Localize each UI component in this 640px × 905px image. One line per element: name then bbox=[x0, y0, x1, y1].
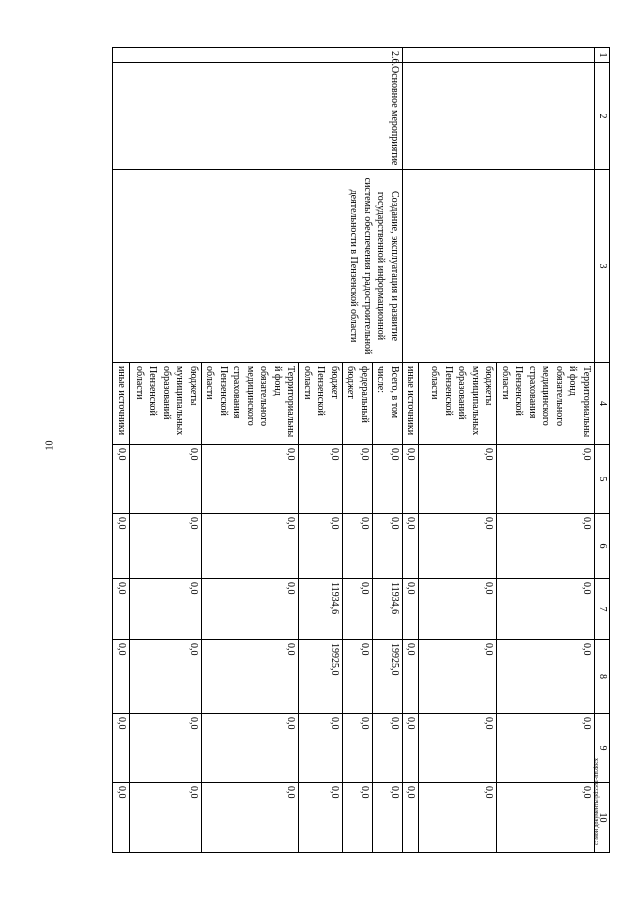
value-cell: 0,0 bbox=[343, 783, 373, 853]
table-row bbox=[373, 48, 403, 853]
value-cell: 0,0 bbox=[299, 514, 343, 579]
value-cell: 0,0 bbox=[419, 445, 497, 514]
value-cell: 0,0 bbox=[202, 783, 300, 853]
row-number-cell bbox=[403, 48, 595, 63]
header-cell: 4 bbox=[595, 363, 610, 445]
header-cell: 10 bbox=[595, 783, 610, 853]
value-cell: 0,0 bbox=[419, 714, 497, 783]
value-cell: 11934,6 bbox=[373, 579, 403, 640]
footer-file-path: c:\мои документы\pd5581-пп.docx bbox=[594, 758, 600, 845]
table-body bbox=[113, 48, 610, 853]
value-cell: 0,0 bbox=[403, 514, 420, 579]
table-row bbox=[497, 48, 595, 853]
header-cell: 6 bbox=[595, 514, 610, 579]
value-cell: 0,0 bbox=[419, 579, 497, 640]
value-cell: 0,0 bbox=[202, 514, 300, 579]
value-cell: 0,0 bbox=[130, 640, 202, 714]
funding-source-cell: иные источники bbox=[113, 363, 130, 445]
value-cell: 0,0 bbox=[343, 640, 373, 714]
value-cell: 0,0 bbox=[113, 579, 130, 640]
value-cell: 0,0 bbox=[373, 714, 403, 783]
value-cell: 0,0 bbox=[497, 579, 595, 640]
value-cell: 0,0 bbox=[343, 445, 373, 514]
value-cell: 11934,6 bbox=[299, 579, 343, 640]
header-cell: 5 bbox=[595, 445, 610, 514]
header-cell: 7 bbox=[595, 579, 610, 640]
measure-type-cell bbox=[403, 63, 595, 170]
value-cell: 0,0 bbox=[113, 640, 130, 714]
value-cell: 0,0 bbox=[130, 783, 202, 853]
value-cell: 0,0 bbox=[343, 714, 373, 783]
funding-source-cell: Всего, в том числе: bbox=[373, 363, 403, 445]
value-cell: 0,0 bbox=[202, 640, 300, 714]
value-cell: 0,0 bbox=[113, 783, 130, 853]
value-cell: 19925,0 bbox=[373, 640, 403, 714]
value-cell: 0,0 bbox=[403, 783, 420, 853]
value-cell: 0,0 bbox=[373, 514, 403, 579]
funding-source-cell: бюджеты муниципальных образований Пензенской области bbox=[130, 363, 202, 445]
value-cell: 0,0 bbox=[299, 783, 343, 853]
value-cell: 0,0 bbox=[403, 445, 420, 514]
value-cell: 0,0 bbox=[113, 514, 130, 579]
value-cell: 0,0 bbox=[343, 579, 373, 640]
measure-name-cell bbox=[403, 170, 595, 363]
funding-source-cell: бюджет Пензенской области bbox=[299, 363, 343, 445]
measure-type-cell: Основное мероприятие bbox=[113, 63, 403, 170]
value-cell: 0,0 bbox=[403, 640, 420, 714]
value-cell: 0,0 bbox=[419, 514, 497, 579]
value-cell: 0,0 bbox=[130, 714, 202, 783]
header-cell: 9 bbox=[595, 714, 610, 783]
budget-table bbox=[113, 47, 611, 853]
value-cell: 0,0 bbox=[373, 783, 403, 853]
value-cell: 0,0 bbox=[403, 579, 420, 640]
value-cell: 0,0 bbox=[419, 640, 497, 714]
value-cell: 0,0 bbox=[299, 445, 343, 514]
header-cell: 8 bbox=[595, 640, 610, 714]
value-cell: 0,0 bbox=[497, 640, 595, 714]
row-number-cell: 2.6. bbox=[113, 48, 403, 63]
value-cell: 0,0 bbox=[343, 514, 373, 579]
funding-source-cell: федеральный бюджет bbox=[343, 363, 373, 445]
funding-source-cell: бюджеты муниципальных образований Пензенской области bbox=[419, 363, 497, 445]
value-cell: 0,0 bbox=[373, 445, 403, 514]
value-cell: 0,0 bbox=[130, 445, 202, 514]
measure-name-cell: Создание, эксплуатация и развитие государственной информационной системы обеспечения градостроительной деятельности в Пензенской области bbox=[113, 170, 403, 363]
value-cell: 0,0 bbox=[497, 514, 595, 579]
value-cell: 0,0 bbox=[130, 579, 202, 640]
value-cell: 0,0 bbox=[130, 514, 202, 579]
value-cell: 0,0 bbox=[202, 714, 300, 783]
value-cell: 0,0 bbox=[419, 783, 497, 853]
funding-source-cell: иные источники bbox=[403, 363, 420, 445]
value-cell: 0,0 bbox=[403, 714, 420, 783]
value-cell: 0,0 bbox=[299, 714, 343, 783]
value-cell: 0,0 bbox=[497, 783, 595, 853]
value-cell: 0,0 bbox=[202, 579, 300, 640]
value-cell: 0,0 bbox=[497, 714, 595, 783]
header-row bbox=[595, 48, 610, 853]
value-cell: 0,0 bbox=[497, 445, 595, 514]
value-cell: 19925,0 bbox=[299, 640, 343, 714]
header-cell: 1 bbox=[595, 48, 610, 63]
value-cell: 0,0 bbox=[202, 445, 300, 514]
page-number: 10 bbox=[44, 440, 56, 451]
funding-source-cell: Территориальный фонд обязательного медицинского страхования Пензенской области bbox=[497, 363, 595, 445]
header-cell: 2 bbox=[595, 63, 610, 170]
value-cell: 0,0 bbox=[113, 714, 130, 783]
header-cell: 3 bbox=[595, 170, 610, 363]
value-cell: 0,0 bbox=[113, 445, 130, 514]
rotated-table-container bbox=[90, 47, 610, 852]
funding-source-cell: Территориальный фонд обязательного медицинского страхования Пензенской области bbox=[202, 363, 300, 445]
